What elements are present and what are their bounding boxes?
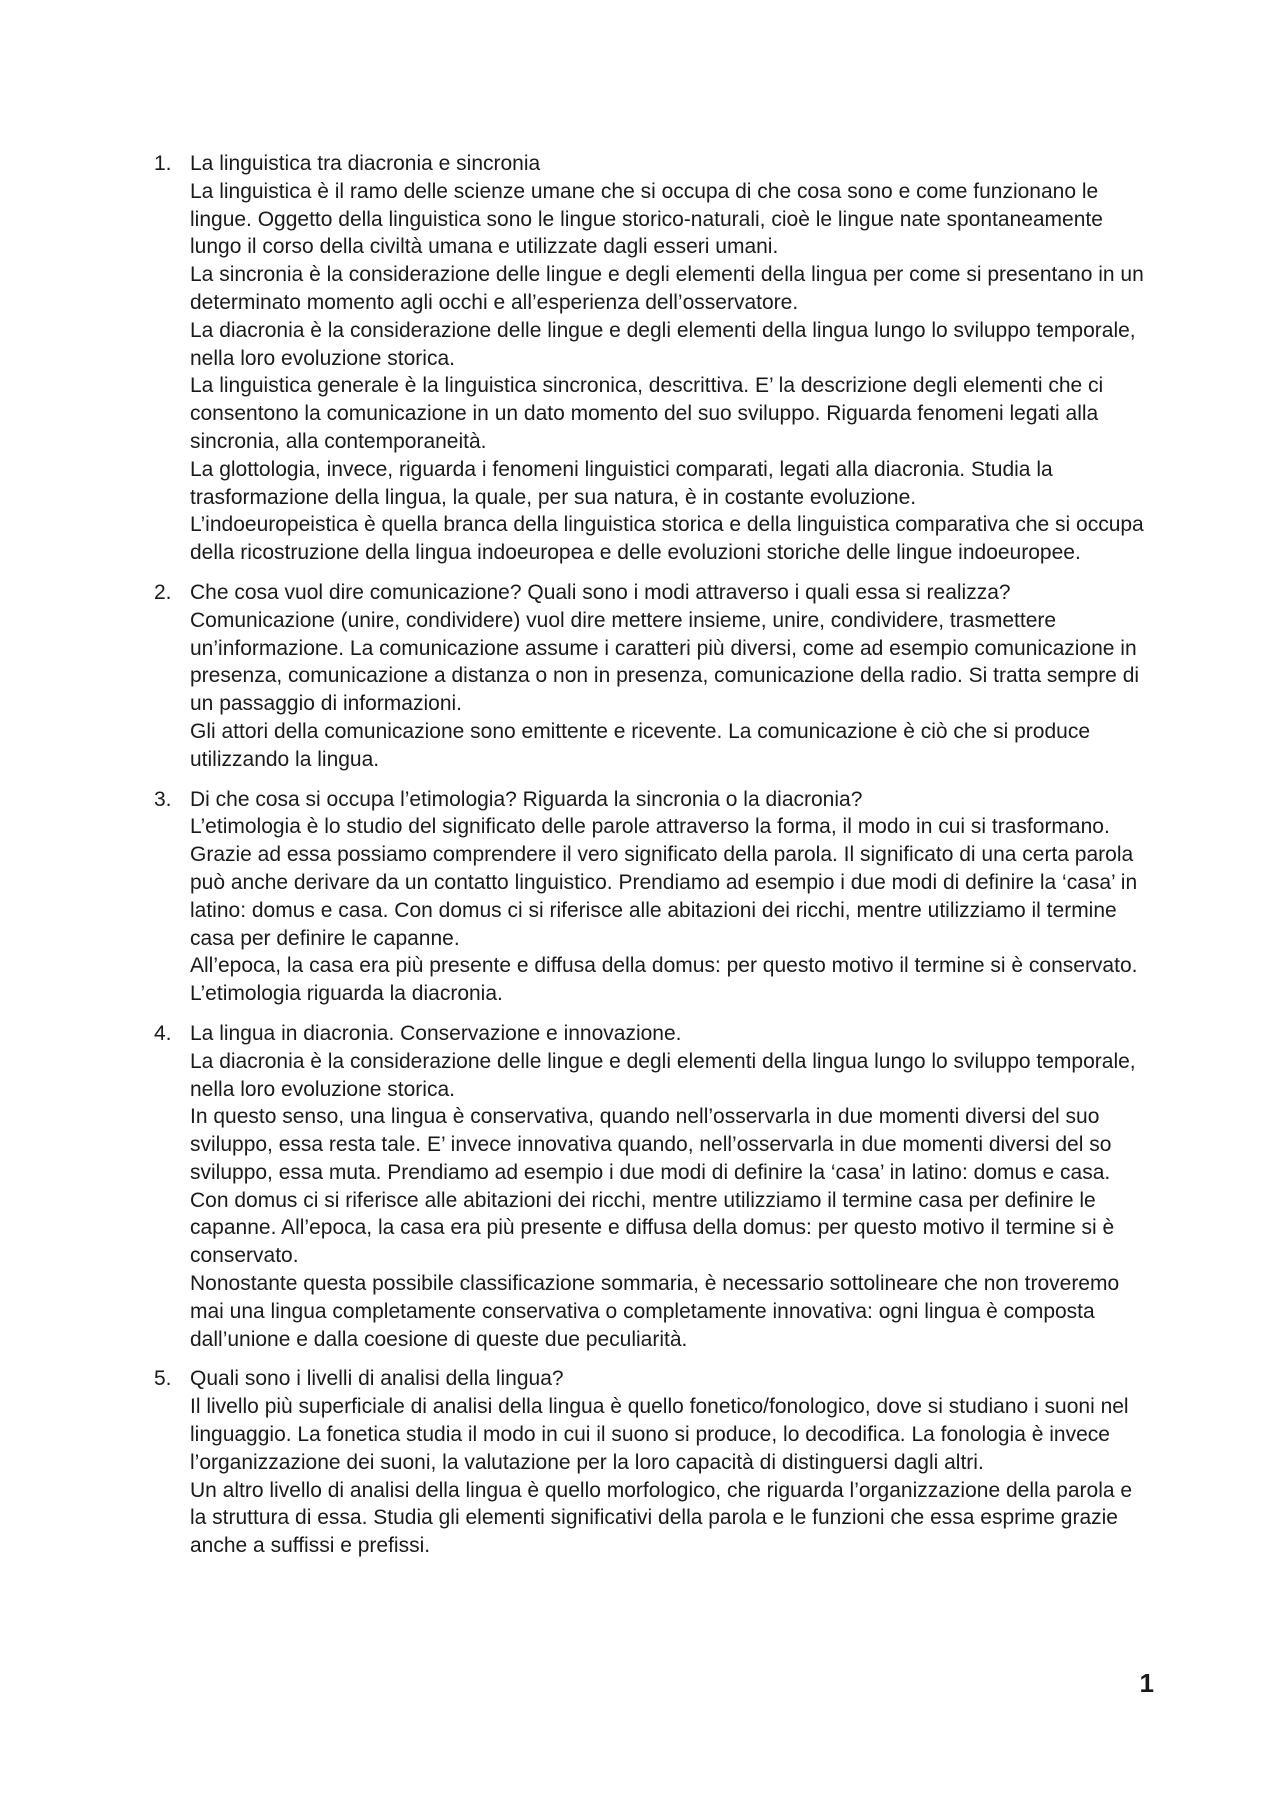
question-number: 5. bbox=[154, 1367, 172, 1391]
answer-paragraph: All’epoca, la casa era più presente e diffusa della domus: per questo motivo il termine si è conservato. bbox=[190, 954, 1138, 978]
question-number: 3. bbox=[154, 787, 172, 811]
answer-paragraph: L’etimologia è lo studio del significato delle parole attraverso la forma, il modo in cui si trasformano. Grazie ad essa possiamo comprendere il vero significato della parola. Il significato di una certa parola può anche derivare da un contatto linguistico. Prendiamo ad esempio i due modi di definire la ‘casa’ in latino: domus e casa. Con domus ci si riferisce alle abitazioni dei ricchi, mentre utilizziamo il termine casa per definire le capanne. bbox=[190, 815, 1138, 950]
answer-paragraph: In questo senso, una lingua è conservativa, quando nell’osservarla in due momenti diversi del suo sviluppo, essa resta tale. E’ invece innovativa quando, nell’osservarla in due momenti diversi del so sviluppo, essa muta. Prendiamo ad esempio i due modi di definire la ‘casa’ in latino: domus e casa. Con domus ci si riferisce alle abitazioni dei ricchi, mentre utilizziamo il termine casa per definire le capanne. All’epoca, la casa era più presente e diffusa della domus: per questo motivo il termine si è conservato. bbox=[190, 1105, 1115, 1268]
answer-paragraph: L’etimologia riguarda la diacronia. bbox=[190, 982, 503, 1006]
answer-paragraph: Nonostante questa possibile classificazione sommaria, è necessario sottolineare che non troveremo mai una lingua completamente conservativa o completamente innovativa: ogni lingua è composta dall’unione e dalla coesione di queste due peculiarità. bbox=[190, 1272, 1120, 1351]
question-title: La lingua in diacronia. Conservazione e innovazione. bbox=[190, 1021, 682, 1045]
answer-paragraph: La glottologia, invece, riguarda i fenomeni linguistici comparati, legati alla diacronia. Studia la trasformazione della lingua, la quale, per sua natura, è in costante evoluzione. bbox=[190, 457, 1053, 509]
answer-paragraph: Un altro livello di analisi della lingua è quello morfologico, che riguarda l’organizzazione della parola e la struttura di essa. Studia gli elementi significativi della parola e le funzioni che essa esprime grazie anche a suffissi e prefissi. bbox=[190, 1478, 1133, 1558]
answer-paragraph: Il livello più superficiale di analisi della lingua è quello fonetico/fonologico, dove si studiano i suoni nel linguaggio. La fonetica studia il modo in cui il suono si produce, lo decodifica. La fonologia è invece l’organizzazione dei suoni, la valutazione per la loro capacità di distinguersi dagli altri. bbox=[190, 1395, 1129, 1474]
question-number: 2. bbox=[154, 580, 172, 604]
question-list bbox=[154, 150, 1154, 1572]
answer-paragraph: La sincronia è la considerazione delle lingue e degli elementi della lingua per come si presentano in un determinato momento agli occhi e all’esperienza dell’osservatore. bbox=[190, 263, 1144, 314]
question-title: La linguistica tra diacronia e sincronia bbox=[190, 152, 541, 175]
answer-paragraph: Comunicazione (unire, condividere) vuol dire mettere insieme, unire, condividere, trasmettere un’informazione. La comunicazione assume i caratteri più diversi, come ad esempio comunicazione in presenza, comunicazione a distanza o non in presenza, comunicazione della radio. Si tratta sempre di un passaggio di informazioni. bbox=[190, 608, 1140, 716]
question-item-5 bbox=[154, 1365, 1154, 1560]
question-item-3 bbox=[154, 786, 1154, 1008]
answer-paragraph: La linguistica è il ramo delle scienze umane che si occupa di che cosa sono e come funzionano le lingue. Oggetto della linguistica sono le lingue storico-naturali, cioè le lingue nate spontaneamente lungo il corso della civiltà umana e utilizzate dagli esseri umani. bbox=[190, 179, 1103, 259]
answer-paragraph: La linguistica generale è la linguistica sincronica, descrittiva. E’ la descrizione degli elementi che ci consentono la comunicazione in un dato momento del suo sviluppo. Riguarda fenomeni legati alla sincronia, alla contemporaneità. bbox=[190, 374, 1104, 453]
answer-paragraph: La diacronia è la considerazione delle lingue e degli elementi della lingua lungo lo sviluppo temporale, nella loro evoluzione storica. bbox=[190, 1049, 1136, 1101]
question-item-2 bbox=[154, 579, 1154, 774]
answer-paragraph: Gli attori della comunicazione sono emittente e ricevente. La comunicazione è ciò che si produce utilizzando la lingua. bbox=[190, 719, 1090, 771]
question-number: 1. bbox=[154, 152, 172, 175]
page-number: 1 bbox=[1139, 1668, 1154, 1698]
answer-paragraph: L’indoeuropeistica è quella branca della linguistica storica e della linguistica comparativa che si occupa della ricostruzione della lingua indoeuropea e delle evoluzioni storiche delle lingue indoeuropee. bbox=[190, 513, 1144, 565]
question-item-1 bbox=[154, 150, 1154, 567]
question-title: Quali sono i livelli di analisi della lingua? bbox=[190, 1367, 564, 1391]
answer-paragraph: La diacronia è la considerazione delle lingue e degli elementi della lingua lungo lo sviluppo temporale, nella loro evoluzione storica. bbox=[190, 318, 1136, 370]
question-item-4 bbox=[154, 1020, 1154, 1354]
question-number: 4. bbox=[154, 1021, 172, 1045]
question-title: Di che cosa si occupa l’etimologia? Riguarda la sincronia o la diacronia? bbox=[190, 787, 863, 811]
question-title: Che cosa vuol dire comunicazione? Quali sono i modi attraverso i quali essa si realizza? bbox=[190, 580, 1011, 604]
